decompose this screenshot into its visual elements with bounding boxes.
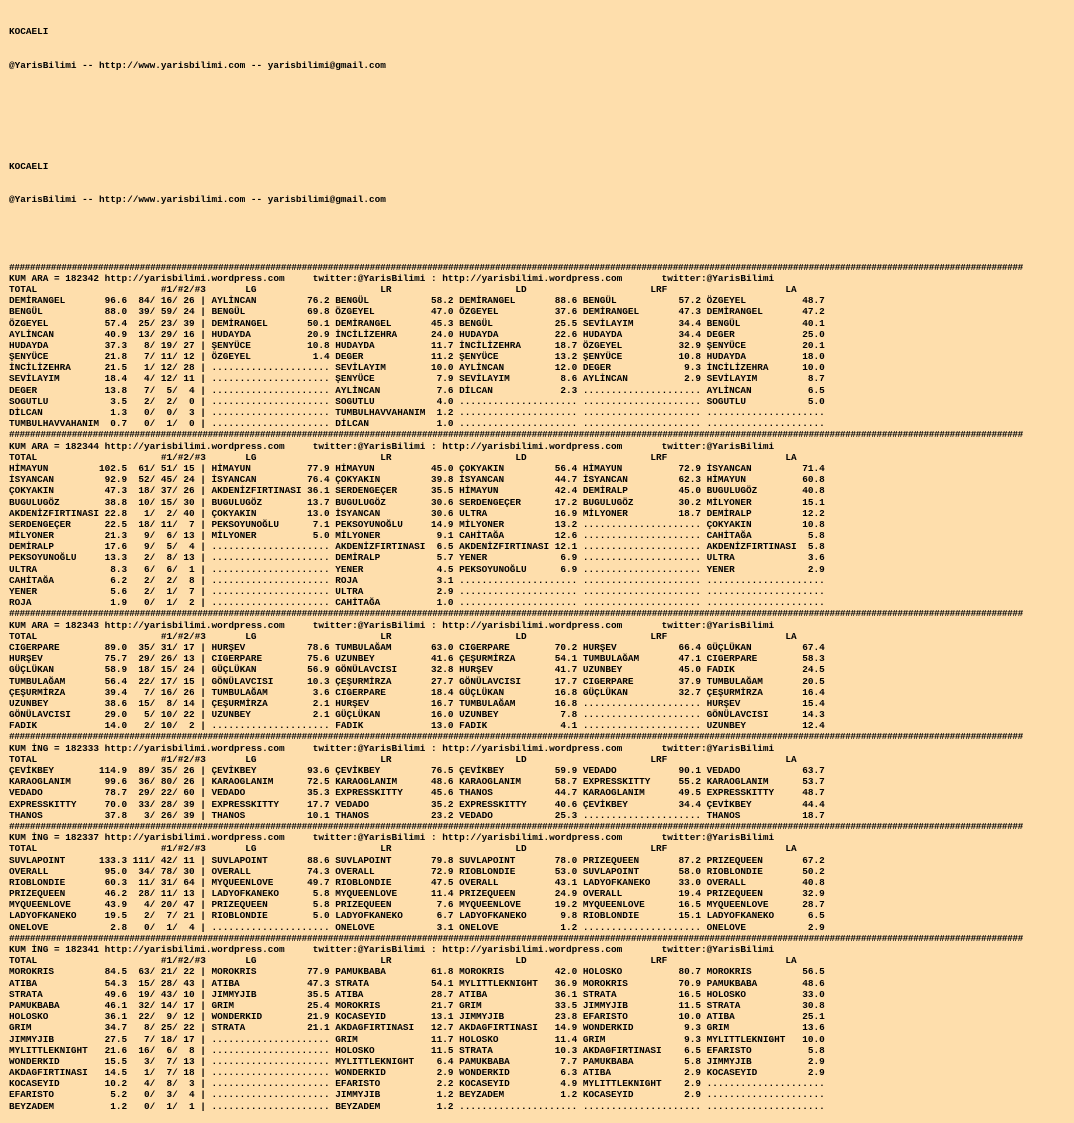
table-row: CAHİTAĞA 6.2 2/ 2/ 8 | ..................... ROJA 3.1 ..................... ..................... ..................... [9, 574, 825, 586]
table-row: DEMİRANGEL 96.6 84/ 16/ 26 | AYLİNCAN 76.2 BENGÜL 58.2 DEMİRANGEL 88.6 BENGÜL 57.2 ÖZGEYEL 48.7 [9, 295, 825, 307]
section-separator: ################################################################################################################################################################################################## [9, 261, 1023, 273]
table-row: EXPRESSKITTY 70.0 33/ 28/ 39 | EXPRESSKITTY 17.7 VEDADO 35.2 EXPRESSKITTY 40.6 ÇEVİKBEY 34.4 ÇEVİKBEY 44.4 [9, 798, 825, 810]
table-row: GÖNÜLAVCISI 29.0 5/ 10/ 22 | UZUNBEY 2.1 GÜÇLÜKAN 16.0 UZUNBEY 7.8 ..................... GÖNÜLAVCISI 14.3 [9, 709, 825, 721]
table-row: UZUNBEY 38.6 15/ 8/ 14 | ÇEŞURMİRZA 2.1 HURŞEV 16.7 TUMBULAĞAM 16.8 ..................... HURŞEV 15.4 [9, 697, 825, 709]
table-row: OVERALL 95.0 34/ 78/ 30 | OVERALL 74.3 OVERALL 72.9 RIOBLONDIE 53.0 SUVLAPOINT 58.0 RIOBLONDIE 50.2 [9, 865, 825, 877]
table-row: ATIBA 54.3 15/ 28/ 43 | ATIBA 47.3 STRATA 54.1 MYLITTLEKNIGHT 36.9 MOROKRIS 70.9 PAMUKBABA 48.6 [9, 977, 825, 989]
column-header-row: TOTAL #1/#2/#3 LG LR LD LRF LA [9, 955, 797, 967]
table-row: SOGUTLU 3.5 2/ 2/ 0 | ..................... SOGUTLU 4.0 ..................... ..................... SOGUTLU 5.0 [9, 395, 825, 407]
blank-line [9, 94, 1069, 105]
table-row: RIOBLONDIE 60.3 11/ 31/ 64 | MYQUEENLOVE 49.7 RIOBLONDIE 47.5 OVERALL 43.1 LADYOFKANEKO 33.0 OVERALL 40.8 [9, 876, 825, 888]
section-separator: ################################################################################################################################################################################################## [9, 608, 1023, 620]
section-separator: ################################################################################################################################################################################################## [9, 932, 1023, 944]
section-separator: ################################################################################################################################################################################################## [9, 429, 1023, 441]
race-report-document [9, 4, 1069, 1123]
header-contact: @YarisBilimi -- http://www.yarisbilimi.com -- yarisbilimi@gmail.com [9, 194, 386, 206]
table-row: PAMUKBABA 46.1 32/ 14/ 17 | GRIM 25.4 MOROKRIS 21.7 GRIM 33.5 JIMMYJIB 11.5 STRATA 30.8 [9, 999, 825, 1011]
blank-line [9, 228, 1069, 239]
race-header: KUM İNG = 182333 http://yarisbilimi.wordpress.com twitter:@YarisBilimi : http://yarisbilimi.wordpress.com twitter:@YarisBilimi [9, 742, 775, 754]
table-row: ULTRA 8.3 6/ 6/ 1 | ..................... YENER 4.5 PEKSOYUNOĞLU 6.9 ..................... YENER 2.9 [9, 563, 825, 575]
table-row: SEVİLAYIM 18.4 4/ 12/ 11 | ..................... ŞENYÜCE 7.9 SEVİLAYIM 8.6 AYLİNCAN 2.9 SEVİLAYIM 8.7 [9, 373, 825, 385]
table-row: PEKSOYUNOĞLU 13.3 2/ 8/ 13 | ..................... DEMİRALP 5.7 YENER 6.9 ..................... ULTRA 3.6 [9, 552, 825, 564]
table-row: MİLYONER 21.3 9/ 6/ 13 | MİLYONER 5.0 MİLYONER 9.1 CAHİTAĞA 12.6 ..................... CAHİTAĞA 5.8 [9, 530, 825, 542]
table-row: MOROKRIS 84.5 63/ 21/ 22 | MOROKRIS 77.9 PAMUKBABA 61.8 MOROKRIS 42.0 HOLOSKO 80.7 MOROKRIS 56.5 [9, 966, 825, 978]
table-row: CIGERPARE 89.0 35/ 31/ 17 | HURŞEV 78.6 TUMBULAĞAM 63.0 CIGERPARE 70.2 HURŞEV 66.4 GÜÇLÜKAN 67.4 [9, 641, 825, 653]
header-city: KOCAELI [9, 26, 49, 38]
table-row: MYLITTLEKNIGHT 21.6 16/ 6/ 8 | ..................... HOLOSKO 11.5 STRATA 10.3 AKDAGFIRTINASI 6.5 EFARISTO 5.8 [9, 1044, 825, 1056]
table-row: ÇEŞURMİRZA 39.4 7/ 16/ 26 | TUMBULAĞAM 3.6 CIGERPARE 18.4 GÜÇLÜKAN 16.8 GÜÇLÜKAN 32.7 ÇEŞURMİRZA 16.4 [9, 686, 825, 698]
race-header: KUM ARA = 182344 http://yarisbilimi.wordpress.com twitter:@YarisBilimi : http://yarisbilimi.wordpress.com twitter:@YarisBilimi [9, 440, 775, 452]
table-row: HİMAYUN 102.5 61/ 51/ 15 | HİMAYUN 77.9 HİMAYUN 45.0 ÇOKYAKIN 56.4 HİMAYUN 72.9 İSYANCAN 71.4 [9, 462, 825, 474]
table-row: DİLCAN 1.3 0/ 0/ 3 | ..................... TUMBULHAVVAHANIM 1.2 ..................... ..................... ..................... [9, 407, 825, 418]
column-header-row: TOTAL #1/#2/#3 LG LR LD LRF LA [9, 283, 797, 295]
header-contact: @YarisBilimi -- http://www.yarisbilimi.com -- yarisbilimi@gmail.com [9, 60, 386, 71]
table-row: DEGER 13.8 7/ 5/ 4 | ..................... AYLİNCAN 7.6 DİLCAN 2.3 ..................... AYLİNCAN 6.5 [9, 384, 825, 396]
table-row: BEYZADEM 1.2 0/ 1/ 1 | ..................... BEYZADEM 1.2 ..................... ..................... ..................... [9, 1100, 825, 1112]
table-row: BUGULUGÖZ 38.8 10/ 15/ 30 | BUGULUGÖZ 13.7 BUGULUGÖZ 30.6 SERDENGEÇER 17.2 BUGULUGÖZ 30.2 MİLYONER 15.1 [9, 496, 825, 508]
column-header-row: TOTAL #1/#2/#3 LG LR LD LRF LA [9, 630, 797, 642]
section-separator: ################################################################################################################################################################################################## [9, 731, 1023, 743]
column-header-row: TOTAL #1/#2/#3 LG LR LD LRF LA [9, 451, 797, 463]
table-row: PRIZEQUEEN 46.2 28/ 11/ 13 | LADYOFKANEKO 5.8 MYQUEENLOVE 11.4 PRIZEQUEEN 24.9 OVERALL 19.4 PRIZEQUEEN 32.9 [9, 888, 825, 900]
table-row: AKDENİZFIRTINASI 22.8 1/ 2/ 40 | ÇOKYAKIN 13.0 İSYANCAN 30.6 ULTRA 16.9 MİLYONER 18.7 DEMİRALP 12.2 [9, 507, 825, 519]
table-row: GÜÇLÜKAN 58.9 18/ 15/ 24 | GÜÇLÜKAN 56.9 GÖNÜLAVCISI 32.8 HURŞEV 41.7 UZUNBEY 45.0 FADIK 24.5 [9, 664, 825, 676]
table-row: AKDAGFIRTINASI 14.5 1/ 7/ 18 | ..................... WONDERKID 2.9 WONDERKID 6.3 ATIBA 2.9 KOCASEYID 2.9 [9, 1067, 825, 1079]
race-header: KUM İNG = 182341 http://yarisbilimi.wordpress.com twitter:@YarisBilimi : http://yarisbilimi.wordpress.com twitter:@YarisBilimi [9, 944, 775, 955]
table-row: WONDERKID 15.5 3/ 7/ 13 | ..................... MYLITTLEKNIGHT 6.4 PAMUKBABA 7.7 PAMUKBABA 5.8 JIMMYJIB 2.9 [9, 1055, 825, 1067]
column-header-row: TOTAL #1/#2/#3 LG LR LD LRF LA [9, 753, 797, 765]
table-row: ÇOKYAKIN 47.3 18/ 37/ 26 | AKDENİZFIRTINASI 36.1 SERDENGEÇER 35.5 HİMAYUN 42.4 DEMİRALP 45.0 BUGULUGÖZ 40.8 [9, 485, 825, 497]
table-row: AYLİNCAN 40.9 13/ 29/ 16 | HUDAYDA 20.9 İNCİLİZEHRA 24.0 HUDAYDA 22.6 HUDAYDA 34.4 DEGER 25.0 [9, 328, 825, 340]
table-row: JIMMYJIB 27.5 7/ 18/ 17 | ..................... GRIM 11.7 HOLOSKO 11.4 GRIM 9.3 MYLITTLEKNIGHT 10.0 [9, 1033, 825, 1045]
header-city: KOCAELI [9, 160, 49, 172]
table-row: YENER 5.6 2/ 1/ 7 | ..................... ULTRA 2.9 ..................... ..................... ..................... [9, 586, 825, 597]
table-row: HUDAYDA 37.3 8/ 19/ 27 | ŞENYÜCE 10.8 HUDAYDA 11.7 İNCİLİZEHRA 18.7 ÖZGEYEL 32.9 ŞENYÜCE 20.1 [9, 339, 825, 351]
section-separator: ################################################################################################################################################################################################## [9, 820, 1023, 832]
race-header: KUM ARA = 182342 http://yarisbilimi.wordpress.com twitter:@YarisBilimi : http://yarisbilimi.wordpress.com twitter:@YarisBilimi [9, 272, 775, 284]
table-row: ÖZGEYEL 57.4 25/ 23/ 39 | DEMİRANGEL 50.1 DEMİRANGEL 45.3 BENGÜL 25.5 SEVİLAYIM 34.4 BENGÜL 40.1 [9, 317, 825, 329]
table-row: KOCASEYID 10.2 4/ 8/ 3 | ..................... EFARISTO 2.2 KOCASEYID 4.9 MYLITTLEKNIGHT 2.9 ..................... [9, 1078, 825, 1090]
table-row: MYQUEENLOVE 43.9 4/ 20/ 47 | PRIZEQUEEN 5.8 PRIZEQUEEN 7.6 MYQUEENLOVE 19.2 MYQUEENLOVE 16.5 MYQUEENLOVE 28.7 [9, 899, 825, 911]
table-row: ROJA 1.9 0/ 1/ 2 | ..................... CAHİTAĞA 1.0 ..................... ..................... ..................... [9, 597, 825, 609]
race-header: KUM ARA = 182343 http://yarisbilimi.wordpress.com twitter:@YarisBilimi : http://yarisbilimi.wordpress.com twitter:@YarisBilimi [9, 619, 775, 631]
table-row: BENGÜL 88.0 39/ 59/ 24 | BENGÜL 69.8 ÖZGEYEL 47.0 ÖZGEYEL 37.6 DEMİRANGEL 47.3 DEMİRANGEL 47.2 [9, 306, 825, 318]
table-row: TUMBULHAVVAHANIM 0.7 0/ 1/ 0 | ..................... DİLCAN 1.0 ..................... ..................... ..................... [9, 418, 825, 430]
table-row: VEDADO 78.7 29/ 22/ 60 | VEDADO 35.3 EXPRESSKITTY 45.6 THANOS 44.7 KARAOGLANIM 49.5 EXPRESSKITTY 48.7 [9, 787, 825, 799]
table-row: STRATA 49.6 19/ 43/ 10 | JIMMYJIB 35.5 ATIBA 28.7 ATIBA 36.1 STRATA 16.5 HOLOSKO 33.0 [9, 988, 825, 1000]
table-row: HOLOSKO 36.1 22/ 9/ 12 | WONDERKID 21.9 KOCASEYID 13.1 JIMMYJIB 23.8 EFARISTO 10.0 ATIBA 25.1 [9, 1011, 825, 1023]
table-row: ONELOVE 2.8 0/ 1/ 4 | ..................... ONELOVE 3.1 ONELOVE 1.2 ..................... ONELOVE 2.9 [9, 921, 825, 933]
table-row: GRIM 34.7 8/ 25/ 22 | STRATA 21.1 AKDAGFIRTINASI 12.7 AKDAGFIRTINASI 14.9 WONDERKID 9.3 GRIM 13.6 [9, 1022, 825, 1034]
table-row: DEMİRALP 17.6 9/ 5/ 4 | ..................... AKDENİZFIRTINASI 6.5 AKDENİZFIRTINASI 12.1 ..................... AKDENİZFIRTINASI 5.8 [9, 541, 825, 553]
report-body [9, 262, 1069, 1112]
table-row: SUVLAPOINT 133.3 111/ 42/ 11 | SUVLAPOINT 88.6 SUVLAPOINT 79.8 SUVLAPOINT 78.0 PRIZEQUEEN 87.2 PRIZEQUEEN 67.2 [9, 854, 825, 866]
column-header-row: TOTAL #1/#2/#3 LG LR LD LRF LA [9, 843, 797, 855]
table-row: İNCİLİZEHRA 21.5 1/ 12/ 28 | ..................... SEVİLAYIM 10.0 AYLİNCAN 12.0 DEGER 9.3 İNCİLİZEHRA 10.0 [9, 362, 825, 374]
table-row: LADYOFKANEKO 19.5 2/ 7/ 21 | RIOBLONDIE 5.0 LADYOFKANEKO 6.7 LADYOFKANEKO 9.8 RIOBLONDIE 15.1 LADYOFKANEKO 6.5 [9, 910, 825, 922]
table-row: SERDENGEÇER 22.5 18/ 11/ 7 | PEKSOYUNOĞLU 7.1 PEKSOYUNOĞLU 14.9 MİLYONER 13.2 ..................... ÇOKYAKIN 10.8 [9, 518, 825, 530]
table-row: TUMBULAĞAM 56.4 22/ 17/ 15 | GÖNÜLAVCISI 10.3 ÇEŞURMİRZA 27.7 GÖNÜLAVCISI 17.7 CIGERPARE 37.9 TUMBULAĞAM 20.5 [9, 675, 825, 687]
table-row: ÇEVİKBEY 114.9 89/ 35/ 26 | ÇEVİKBEY 93.6 ÇEVİKBEY 76.5 ÇEVİKBEY 59.9 VEDADO 90.1 VEDADO 63.7 [9, 765, 825, 776]
table-row: EFARISTO 5.2 0/ 3/ 4 | ..................... JIMMYJIB 1.2 BEYZADEM 1.2 KOCASEYID 2.9 ..................... [9, 1089, 825, 1101]
table-row: İSYANCAN 92.9 52/ 45/ 24 | İSYANCAN 76.4 ÇOKYAKIN 39.8 İSYANCAN 44.7 İSYANCAN 62.3 HİMAYUN 60.8 [9, 474, 825, 486]
table-row: HURŞEV 75.7 29/ 26/ 13 | CIGERPARE 75.6 UZUNBEY 41.6 ÇEŞURMİRZA 54.1 TUMBULAĞAM 47.1 CIGERPARE 58.3 [9, 653, 825, 665]
blank-line [9, 127, 1069, 138]
table-row: FADIK 14.0 2/ 10/ 2 | ..................... FADIK 13.0 FADIK 4.1 ..................... UZUNBEY 12.4 [9, 720, 825, 732]
table-row: KARAOGLANIM 99.6 36/ 80/ 26 | KARAOGLANIM 72.5 KARAOGLANIM 48.6 KARAOGLANIM 58.7 EXPRESSKITTY 55.2 KARAOGLANIM 53.7 [9, 776, 825, 788]
table-row: ŞENYÜCE 21.8 7/ 11/ 12 | ÖZGEYEL 1.4 DEGER 11.2 ŞENYÜCE 13.2 ŞENYÜCE 10.8 HUDAYDA 18.0 [9, 351, 825, 363]
race-header: KUM İNG = 182337 http://yarisbilimi.wordpress.com twitter:@YarisBilimi : http://yarisbilimi.wordpress.com twitter:@YarisBilimi [9, 832, 775, 844]
table-row: THANOS 37.8 3/ 26/ 39 | THANOS 10.1 THANOS 23.2 VEDADO 25.3 ..................... THANOS 18.7 [9, 809, 825, 821]
